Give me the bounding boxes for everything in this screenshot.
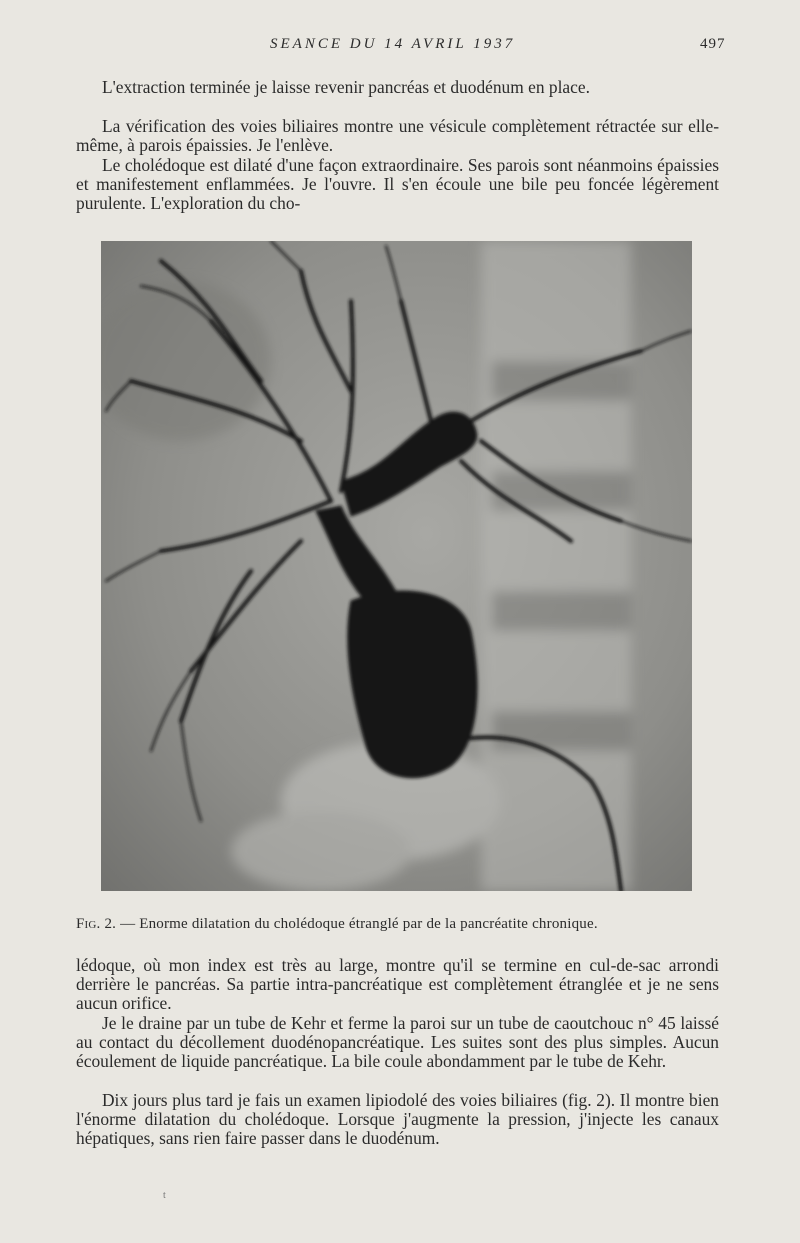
paragraph-1: L'extraction terminée je laisse revenir pancréas et duodénum en place. [102,77,590,97]
caption-text: — Enorme dilatation du cholédoque étranglé par de la pancréatite chronique. [120,916,598,932]
radiograph-figure [101,241,692,891]
running-title: SEANCE DU 14 AVRIL 1937 [270,36,516,52]
radiograph-image [101,241,692,891]
paragraph-5: Je le draine par un tube de Kehr et ferme la paroi sur un tube de caoutchouc n° 45 laissé au contact du décollement duodénopancréatique. Les suites sont des plus simples. Aucun écoulement de liquide pancréatique. La bile coule abondamment par le tube de Kehr. [76,1013,719,1072]
paragraph-4: lédoque, où mon index est très au large, montre qu'il se termine en cul-de-sac arrondi derrière le pancréas. Sa partie intra-pancréatique est complètement étranglée et je ne sens aucun orifice. [76,955,719,1014]
page-number: 497 [700,36,726,52]
paragraph-3: Le cholédoque est dilaté d'une façon extraordinaire. Ses parois sont néanmoins épaissies et manifestement enflammées. Je l'ouvre. Il s'en écoule une bile peu foncée légèrement purulente. L'exploration du cho- [76,155,719,214]
paragraph-2: La vérification des voies biliaires montre une vésicule complètement rétractée sur elle-même, à parois épaissies. Je l'enlève. [76,116,719,156]
figure-caption [76,915,726,933]
margin-mark: t [163,1190,166,1201]
paragraph-6: Dix jours plus tard je fais un examen lipiodolé des voies biliaires (fig. 2). Il montre bien l'énorme dilatation du cholédoque. Lorsque j'augmente la pression, j'injecte les canaux hépatiques, sans rien faire passer dans le duodénum. [76,1090,719,1149]
running-header [0,36,800,58]
figure-label: Fig. 2. [76,916,117,932]
